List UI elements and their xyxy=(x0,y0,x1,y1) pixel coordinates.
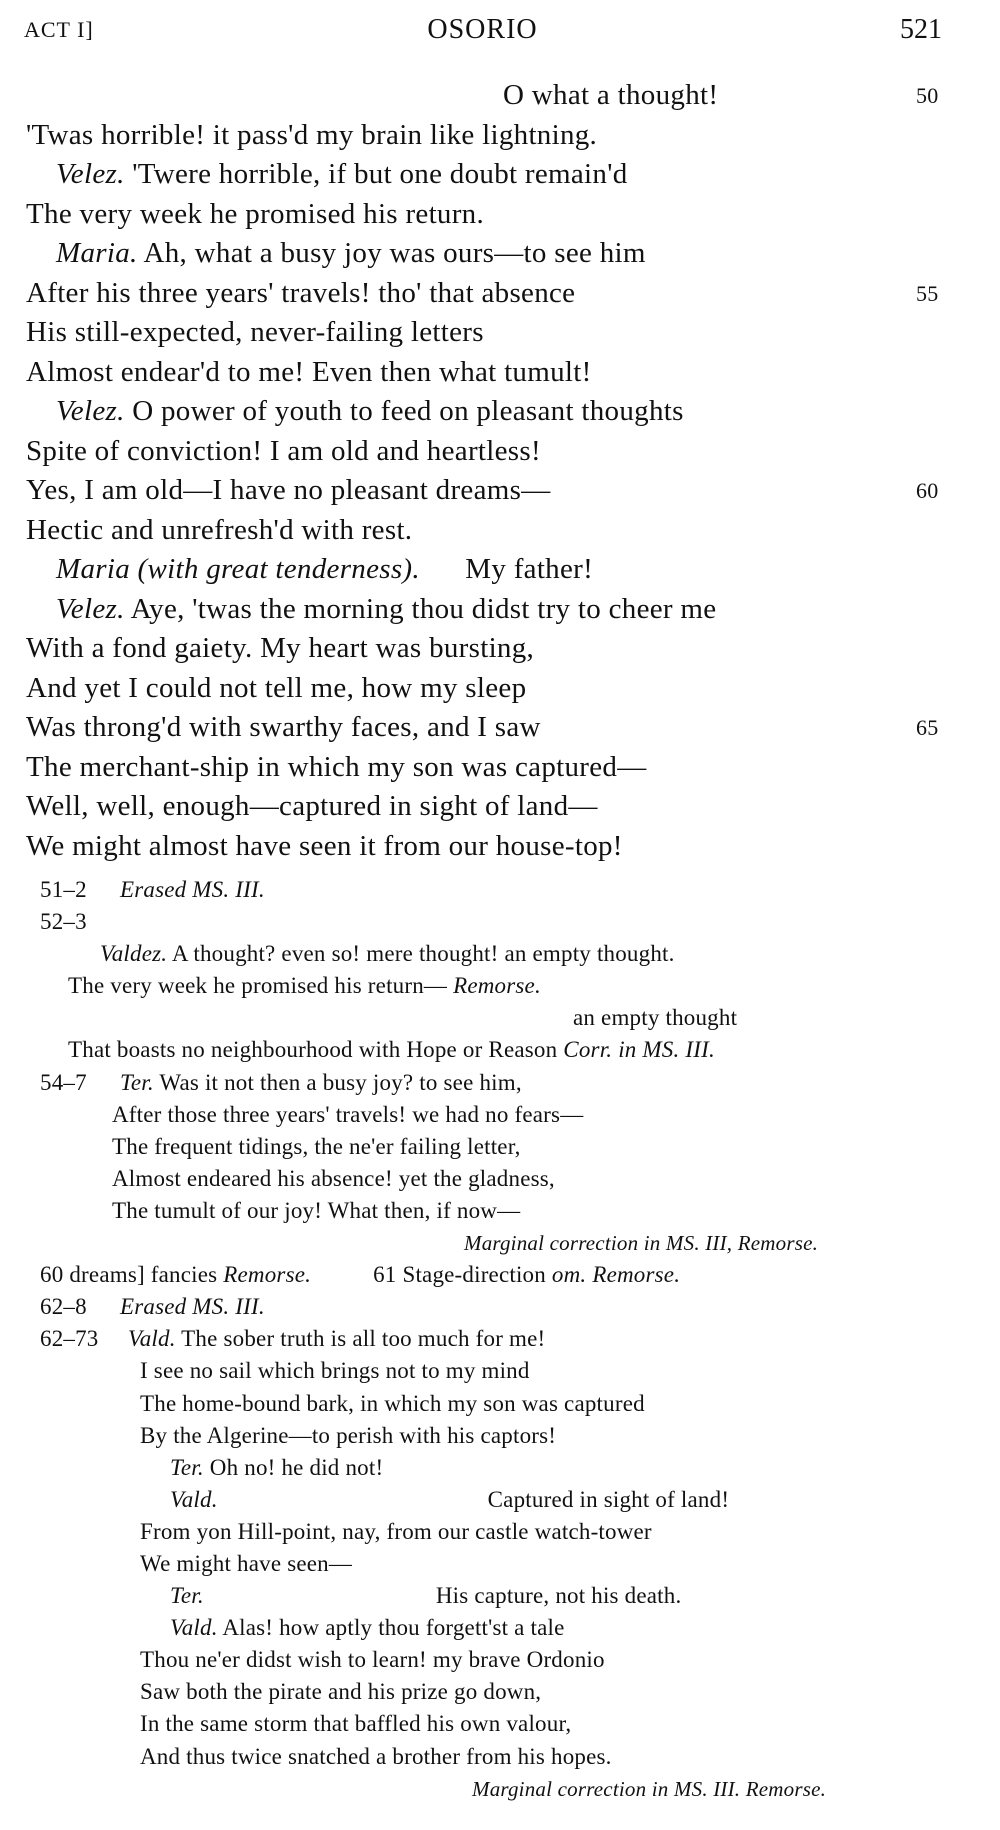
verse-line: Spite of conviction! I am old and heartless! xyxy=(26,434,541,467)
verse-line: O what a thought! 50 xyxy=(26,76,966,116)
textual-notes xyxy=(40,874,970,1805)
speaker-name: Vald. xyxy=(128,1326,176,1352)
verse-line: Velez. O power of youth to feed on pleasant thoughts xyxy=(56,395,684,427)
speaker-name: Maria. xyxy=(56,237,138,269)
note-line: 51–2 Erased MS. III. xyxy=(40,874,970,906)
verse-text xyxy=(26,76,966,866)
note-ref: 54–7 xyxy=(40,1069,87,1095)
note-line xyxy=(40,906,970,938)
note-line: an empty thought xyxy=(573,1005,738,1031)
speaker-name: Ter. xyxy=(120,1069,154,1095)
note-line: 60 dreams] fancies Remorse. 61 Stage-direction om. Remorse. xyxy=(40,1262,681,1288)
speaker-name: Vald. xyxy=(170,1486,218,1512)
speaker-name: Maria (with great tenderness). xyxy=(56,553,420,585)
verse-line: Maria (with great tenderness). My father! xyxy=(56,553,594,585)
verse-line: Velez. Aye, 'twas the morning thou didst try to cheer me xyxy=(56,592,717,625)
line-number: 60 xyxy=(916,478,939,503)
note-ref: 52–3 xyxy=(40,909,87,935)
note-line: And thus twice snatched a brother from his hopes. xyxy=(140,1743,612,1769)
note-line: The very week he promised his return— Remorse. xyxy=(68,973,541,999)
note-line: From yon Hill-point, nay, from our castle watch-tower xyxy=(140,1518,652,1544)
verse-line: The very week he promised his return. xyxy=(26,197,485,230)
note-line: After those three years' travels! we had no fears— xyxy=(112,1101,584,1127)
verse-line: After his three years' travels! tho' that absence 55 xyxy=(26,274,966,314)
verse-line: Yes, I am old—I have no pleasant dreams— 60 xyxy=(26,471,966,511)
verse-line: His still-expected, never-failing letters xyxy=(26,316,484,348)
note-line: Vald. Alas! how aptly thou forgett'st a tale xyxy=(170,1615,565,1641)
note-line: The frequent tidings, the ne'er failing letter, xyxy=(112,1133,521,1159)
speaker-name: Ter. xyxy=(170,1454,204,1480)
note-line: By the Algerine—to perish with his captors! xyxy=(140,1422,557,1448)
verse-line: With a fond gaiety. My heart was bursting, xyxy=(26,632,535,664)
note-line: 54–7 Ter. Was it not then a busy joy? to see him, xyxy=(40,1067,970,1099)
note-line: We might have seen— xyxy=(140,1550,353,1576)
verse-line: Well, well, enough—captured in sight of land— xyxy=(26,790,598,822)
line-number: 50 xyxy=(916,83,939,108)
line-number: 65 xyxy=(916,715,939,740)
note-line: Ter. His capture, not his death. xyxy=(170,1583,682,1609)
verse-line: 'Twas horrible! it pass'd my brain like lightning. xyxy=(26,118,598,151)
note-line: Ter. Oh no! he did not! xyxy=(170,1454,384,1480)
page-number: 521 xyxy=(900,14,942,45)
note-ref: 60 xyxy=(40,1262,64,1288)
note-line: Marginal correction in MS. III, Remorse. xyxy=(464,1231,819,1256)
act-marker: ACT I] xyxy=(24,17,94,42)
verse-line: Maria. Ah, what a busy joy was ours—to see him xyxy=(56,237,646,269)
note-line: That boasts no neighbourhood with Hope or Reason Corr. in MS. III. xyxy=(68,1037,715,1063)
note-ref: 51–2 xyxy=(40,877,87,902)
verse-line: Velez. 'Twere horrible, if but one doubt remain'd xyxy=(56,158,628,190)
speaker-name: Vald. xyxy=(170,1615,218,1641)
note-line: 62–73 Vald. The sober truth is all too much for me! xyxy=(40,1323,970,1355)
note-ref: 61 xyxy=(373,1262,397,1288)
note-ref: 62–73 xyxy=(40,1326,99,1352)
line-number: 55 xyxy=(916,280,939,306)
note-line: Thou ne'er didst wish to learn! my brave Ordonio xyxy=(140,1647,605,1673)
note-line: Vald. Captured in sight of land! xyxy=(170,1486,730,1512)
note-line: Almost endeared his absence! yet the gladness, xyxy=(112,1165,555,1191)
verse-line: Was throng'd with swarthy faces, and I saw 65 xyxy=(26,708,966,748)
speaker-name: Valdez. xyxy=(100,941,168,967)
speaker-name: Velez. xyxy=(56,592,125,625)
note-line: Saw both the pirate and his prize go down, xyxy=(140,1679,542,1705)
running-title: OSORIO xyxy=(427,14,538,45)
speaker-name: Velez. xyxy=(56,158,125,190)
verse-line: And yet I could not tell me, how my sleep xyxy=(26,671,527,704)
verse-line: Almost endear'd to me! Even then what tumult! xyxy=(26,355,592,388)
note-line: 62–8 Erased MS. III. xyxy=(40,1291,970,1323)
verse-line: Hectic and unrefresh'd with rest. xyxy=(26,513,413,546)
note-line: Marginal correction in MS. III. Remorse. xyxy=(472,1776,827,1801)
note-line: The home-bound bark, in which my son was captured xyxy=(140,1390,645,1416)
note-line: In the same storm that baffled his own valour, xyxy=(140,1711,572,1737)
note-line: I see no sail which brings not to my mind xyxy=(140,1358,530,1384)
note-line: The tumult of our joy! What then, if now— xyxy=(112,1197,521,1223)
note-line: Valdez. A thought? even so! mere thought! an empty thought. xyxy=(100,941,675,967)
verse-line: We might almost have seen it from our house-top! xyxy=(26,829,623,862)
note-ref: 62–8 xyxy=(40,1294,87,1320)
speaker-name: Ter. xyxy=(170,1583,204,1609)
verse-line: The merchant-ship in which my son was captured— xyxy=(26,750,647,783)
speaker-name: Velez. xyxy=(56,395,125,427)
